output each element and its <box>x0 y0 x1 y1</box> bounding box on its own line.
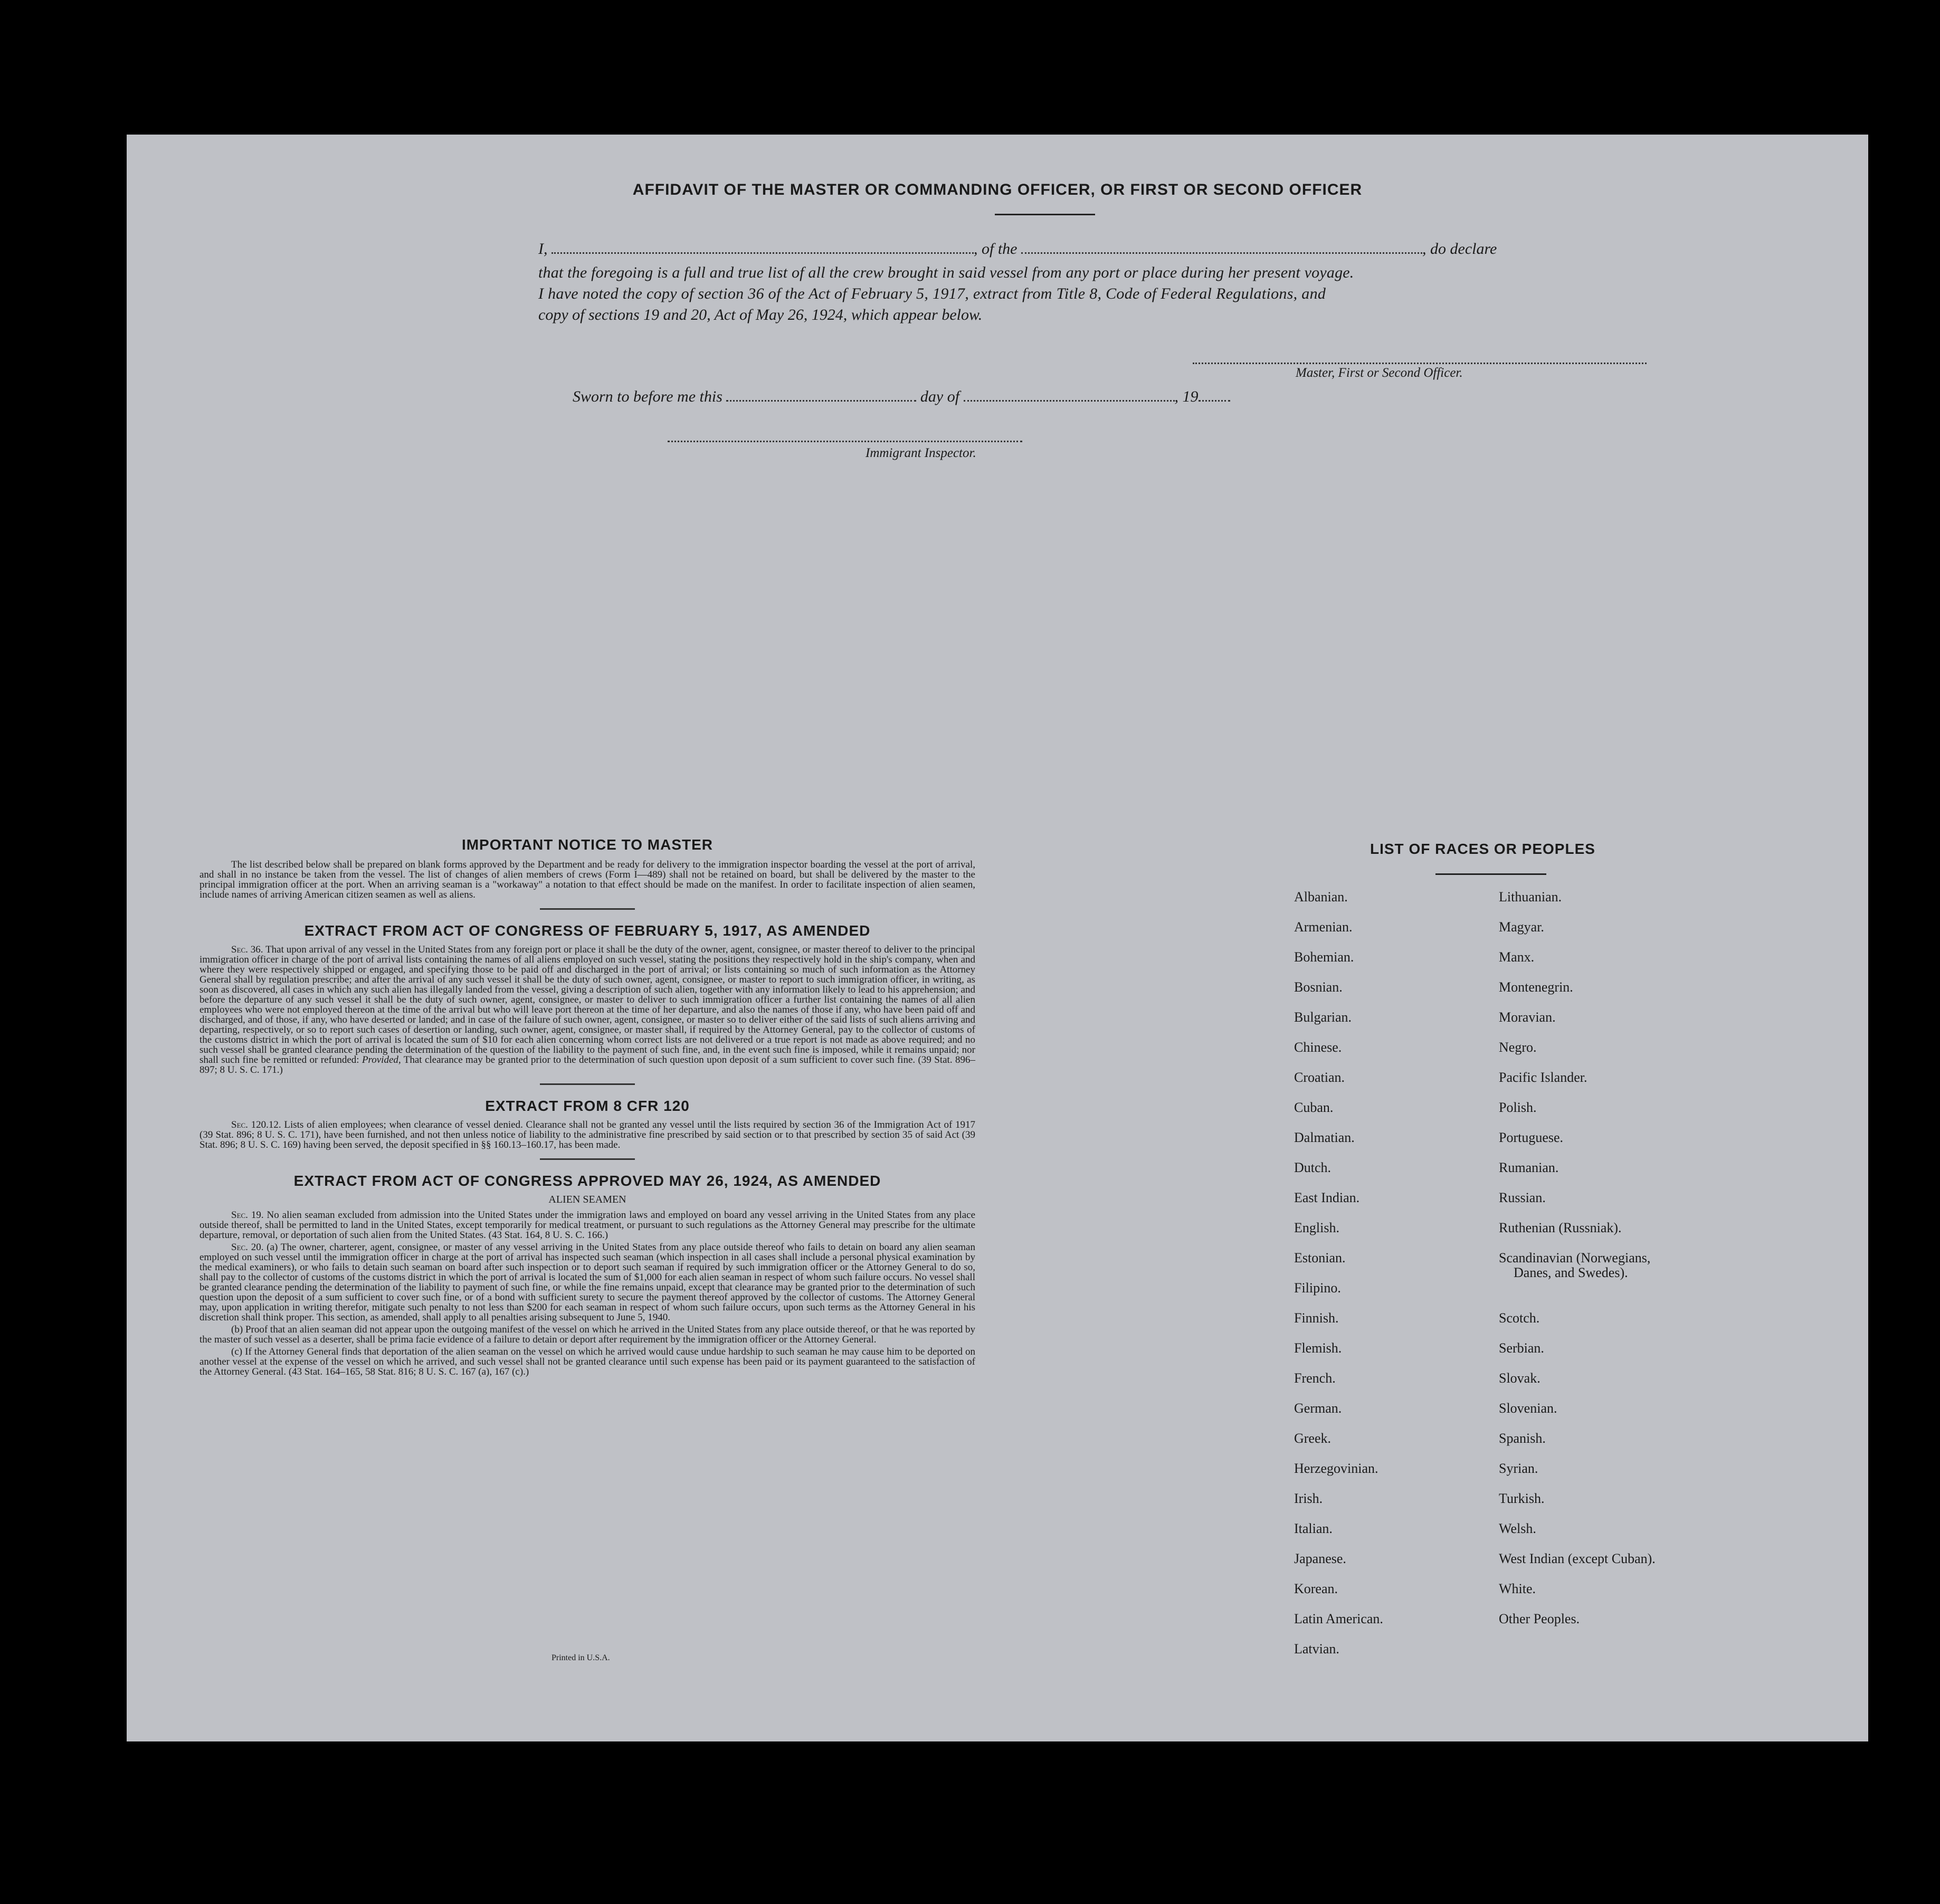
alien-seamen-subtitle: ALIEN SEAMEN <box>548 1194 626 1205</box>
race-item: Korean. <box>1294 1581 1338 1596</box>
race-item: Finnish. <box>1294 1310 1339 1326</box>
race-item: French. <box>1294 1370 1336 1386</box>
extract-cfr-text: Sec. 120.12. Lists of alien employees; when clearance of vessel denied. Clearance shall not be granted any vessel until the lists required by section 36 of the Immigration Act of 1917 (39 Stat. 896; 8 U. S. C. 171), have been furnished, and not then unless notice of liability to the administrative fine prescribed by said section or to that prescribed by section 35 of said Act (39 Stat. 896; 8 U. S. C. 169) having been served, the deposit specified in §§ 160.13–160.17, has been made. <box>199 1119 976 1150</box>
race-item: Scandinavian (Norwegians, <box>1499 1250 1651 1265</box>
race-item: Dalmatian. <box>1294 1130 1355 1145</box>
race-item: Rumanian. <box>1499 1160 1559 1175</box>
extract-1924-title: EXTRACT FROM ACT OF CONGRESS APPROVED MAY 26, 1924, AS AMENDED <box>293 1173 881 1189</box>
race-item: German. <box>1294 1401 1342 1416</box>
i-label: I, <box>538 240 548 258</box>
race-item: Ruthenian (Russniak). <box>1499 1220 1622 1235</box>
race-item: Turkish. <box>1499 1491 1545 1506</box>
sworn-day-field[interactable] <box>726 399 916 402</box>
race-item: Chinese. <box>1294 1040 1342 1055</box>
race-item: Latin American. <box>1294 1611 1383 1626</box>
race-item: Dutch. <box>1294 1160 1332 1175</box>
notice-title: IMPORTANT NOTICE TO MASTER <box>461 836 714 853</box>
race-item: Albanian. <box>1294 889 1348 905</box>
race-item: Russian. <box>1499 1190 1546 1205</box>
race-item: Other Peoples. <box>1499 1611 1580 1626</box>
race-item: Croatian. <box>1294 1070 1345 1085</box>
race-item: East Indian. <box>1294 1190 1360 1205</box>
master-signature-label: Master, First or Second Officer. <box>1296 366 1463 380</box>
race-item: Spanish. <box>1499 1431 1546 1446</box>
affidavit-line2: that the foregoing is a full and true list of all the crew brought in said vessel from any port or place during her present voyage. <box>538 264 1354 281</box>
do-declare-label: , do declare <box>1422 240 1497 258</box>
affidavit-line1 <box>538 240 1648 258</box>
extract-cfr-title: EXTRACT FROM 8 CFR 120 <box>485 1098 690 1114</box>
race-item: Slovak. <box>1499 1370 1540 1386</box>
race-item: Magyar. <box>1499 919 1544 935</box>
race-item: English. <box>1294 1220 1339 1235</box>
race-item: Latvian. <box>1294 1641 1339 1657</box>
race-item: Irish. <box>1294 1491 1323 1506</box>
races-title: LIST OF RACES OR PEOPLES <box>1370 841 1595 857</box>
race-item: Scotch. <box>1499 1310 1540 1326</box>
document-sheet <box>127 135 1868 1741</box>
affidavit-line3: I have noted the copy of section 36 of the Act of February 5, 1917, extract from Title 8, Code of Federal Regulations, and <box>538 285 1326 302</box>
sworn-line <box>573 388 1230 406</box>
race-item: Herzegovinian. <box>1294 1461 1378 1476</box>
affidavit-line4: copy of sections 19 and 20, Act of May 26, 1924, which appear below. <box>538 306 983 323</box>
inspector-signature-label: Immigrant Inspector. <box>866 446 976 460</box>
race-item: Filipino. <box>1294 1280 1341 1296</box>
extract-1917-title: EXTRACT FROM ACT OF CONGRESS OF FEBRUARY 5, 1917, AS AMENDED <box>304 922 871 939</box>
race-item: White. <box>1499 1581 1536 1596</box>
race-item: Montenegrin. <box>1499 979 1573 995</box>
race-item: Slovenian. <box>1499 1401 1557 1416</box>
title-rule <box>995 214 1095 215</box>
race-item: Pacific Islander. <box>1499 1070 1587 1085</box>
of-the-label: , of the <box>974 240 1017 258</box>
section-rule <box>540 1158 635 1160</box>
races-title-rule <box>1435 873 1546 875</box>
race-item: Lithuanian. <box>1499 889 1562 905</box>
race-item: Italian. <box>1294 1521 1333 1536</box>
race-item: West Indian (except Cuban). <box>1499 1551 1656 1566</box>
race-item: Armenian. <box>1294 919 1353 935</box>
sworn-label: Sworn to before me this <box>573 388 722 405</box>
sworn-month-field[interactable] <box>964 399 1175 402</box>
race-item: Serbian. <box>1499 1340 1544 1356</box>
extract-1924-text: Sec. 19. No alien seaman excluded from admission into the United States under the immigration laws and employed on board any vessel arriving in the United States from any place outside thereof, shall be permitted to land in the United States, except temporarily for medical treatment, or pursuant to such regulations as the Attorney General may prescribe for the ultimate departure, removal, or deportation of such alien from the United States. (43 Stat. 164, 8 U. S. C. 166.) Sec. 20. (a) The owner, charterer, agent, consignee, or master of any vessel arriving in the United States from any place outside thereof who fails to detain on board any alien seaman employed on such vessel until the immigration officer in charge at the port of arrival has inspected such seaman (which inspection in all cases shall include a personal physical examination by the medical examiners), or who fails to detain such seaman on board after such inspection or to deport such seaman if required by such immigration officer or the Attorney General to do so, shall pay to the collector of customs of the customs district in which the port of arrival is located the sum of $1,000 for each alien seaman in respect of whom such failure occurs. No vessel shall be granted clearance pending the determination of the liability to payment of such fine, or while the fine remains unpaid, except that clearance may be granted prior to the determination of such question upon the deposit of a sum sufficient to cover such fine, or of a bond with sufficient surety to secure the payment thereof approved by the collector of customs. The Attorney General may, upon application in writing therefor, mitigate such penalty to not less than $200 for each seaman in respect of whom such failure occurs, upon such terms as the Attorney General in his discretion shall think proper. This section, as amended, shall apply to all penalties arising subsequent to June 5, 1940. (b) Proof that an alien seaman did not appear upon the outgoing manifest of the vessel on which he arrived in the United States from any place outside thereof, or that he was reported by the master of such vessel as a deserter, shall be prima facie evidence of a failure to detain or deport after requirement by the immigration officer or the Attorney General. (c) If the Attorney General finds that deportation of the alien seaman on the vessel on which he arrived would cause undue hardship to such seaman he may cause him to be deported on another vessel at the expense of the vessel on which he arrived, and such vessel shall not be granted clearance until such expense has been paid or its payment guaranteed to the satisfaction of the Attorney General. (43 Stat. 164–165, 58 Stat. 816; 8 U. S. C. 167 (a), 167 (c).) <box>199 1210 976 1377</box>
name-field[interactable] <box>551 252 974 254</box>
race-item: Welsh. <box>1499 1521 1536 1536</box>
race-item: Bohemian. <box>1294 949 1354 965</box>
race-item: Polish. <box>1499 1100 1537 1115</box>
race-item: Moravian. <box>1499 1010 1556 1025</box>
race-item: Cuban. <box>1294 1100 1334 1115</box>
extract-1917-text: Sec. 36. That upon arrival of any vessel in the United States from any foreign port or place it shall be the duty of the owner, agent, consignee, or master thereof to deliver to the principal immigration officer in charge of the port of arrival lists containing the names of all aliens employed on such vessel, stating the positions they respectively hold in the ship's company, when and where they were respectively shipped or engaged, and specifying those to be paid off and discharged in the port of arrival; or lists containing so much of such information as the Attorney General shall by regulation prescribe; and after the arrival of any such vessel it shall be the duty of such owner, agent, consignee, or master to report to such immigration officer, in writing, as soon as discovered, all cases in which any such alien has illegally landed from the vessel, giving a description of such alien, together with any information likely to lead to his apprehension; and before the departure of any such vessel it shall be the duty of such owner, agent, consignee, or master to deliver to such immigration officer a further list containing the names of all alien employees who were not employed thereon at the time of the arrival but who will leave port thereon at the time of her departure, and also the names of those if any, who have been paid off and discharged, and of those, if any, who have deserted or landed; and in case of the failure of such owner, agent, consignee, or master so to deliver either of the said lists of such aliens arriving and departing, respectively, or so to report such cases of desertion or landing, such owner, agent, consignee, or master shall, if required by the Attorney General, pay to the collector of customs of the customs district in which the port of arrival is located the sum of $10 for each alien concerning whom correct lists are not delivered or a true report is not made as above required; and no such vessel shall be granted clearance pending the determination of the question of the liability to the payment of such fine, and, in the event such fine is imposed, while it remains unpaid; nor shall such fine be remitted or refunded: Provided, That clearance may be granted prior to the determination of such question upon deposit of a sum sufficient to cover such fine. (39 Stat. 896–897; 8 U. S. C. 171.) <box>199 944 975 1075</box>
race-item: Bosnian. <box>1294 979 1343 995</box>
race-item: Syrian. <box>1499 1461 1538 1476</box>
section-rule <box>540 1083 635 1085</box>
inspector-signature-line[interactable] <box>668 441 1022 442</box>
race-item: Bulgarian. <box>1294 1010 1352 1025</box>
day-of-label: day of <box>920 388 960 405</box>
race-item: Japanese. <box>1294 1551 1346 1566</box>
section-rule <box>540 908 635 910</box>
race-item: Greek. <box>1294 1431 1332 1446</box>
affidavit-title: AFFIDAVIT OF THE MASTER OR COMMANDING OFFICER, OR FIRST OR SECOND OFFICER <box>632 181 1363 198</box>
race-item: Estonian. <box>1294 1250 1346 1265</box>
sworn-year-field[interactable] <box>1199 399 1230 402</box>
printed-in-usa: Printed in U.S.A. <box>551 1653 610 1662</box>
race-item: Portuguese. <box>1499 1130 1564 1145</box>
race-item: Manx. <box>1499 949 1535 965</box>
race-item: Negro. <box>1499 1040 1537 1055</box>
vessel-field[interactable] <box>1021 252 1422 254</box>
race-item-continuation: Danes, and Swedes). <box>1514 1265 1628 1280</box>
race-item: Flemish. <box>1294 1340 1342 1356</box>
legal-column <box>199 836 975 1379</box>
notice-text: The list described below shall be prepared on blank forms approved by the Department and be ready for delivery to the immigration inspector boarding the vessel at the port of arrival, and shall in no instance be taken from the vessel. The list of changes of alien members of crews (Form I—489) shall not be retained on board, but shall be delivered by the master to the principal immigration officer at the port. When an arriving seaman is a "workaway" a notation to that effect should be made on the manifest. In order to facilitate inspection of alien seamen, include names of arriving American citizen seamen as well as aliens. <box>199 859 975 900</box>
year-label: , 19 <box>1174 388 1199 405</box>
master-signature-line[interactable] <box>1193 363 1647 364</box>
